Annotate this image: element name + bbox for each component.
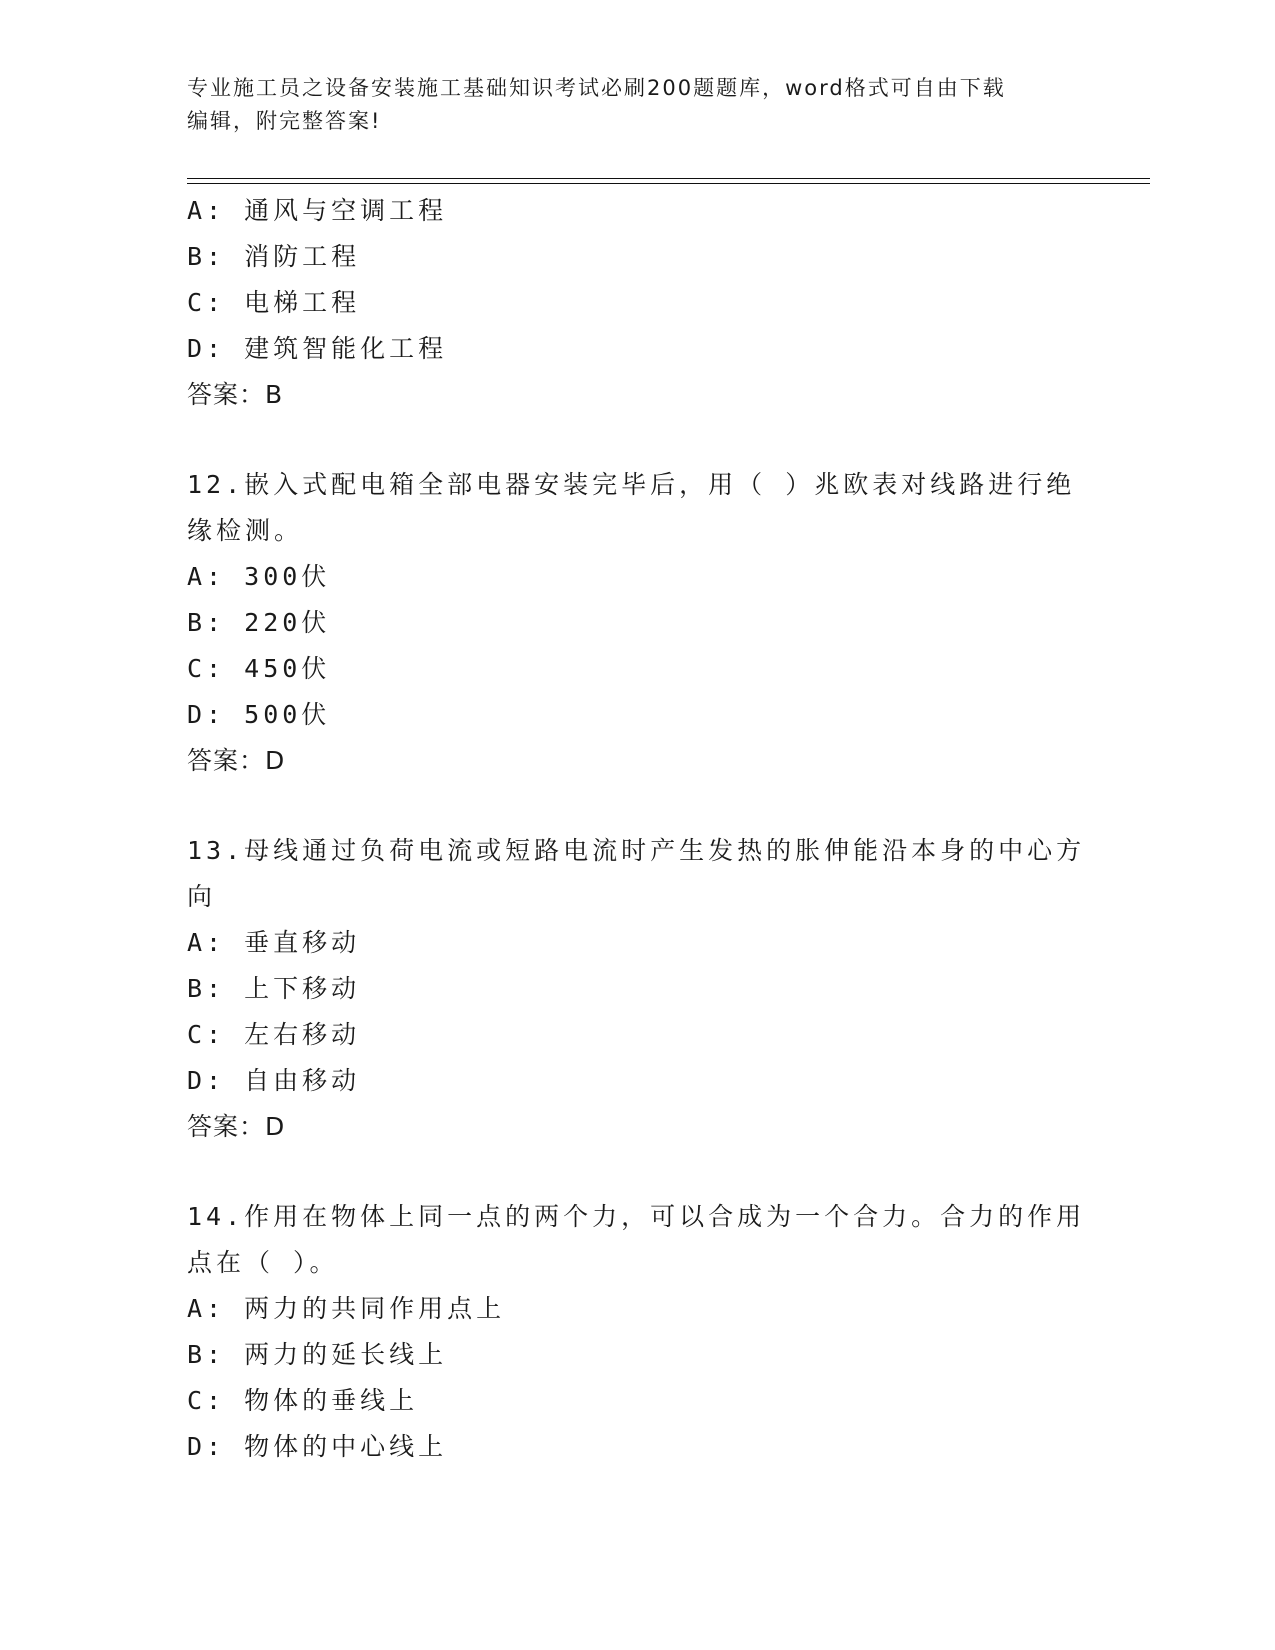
option-a: A: 300伏 <box>187 562 331 591</box>
answer: 答案：D <box>187 1112 286 1141</box>
question-stem-line-1: 14.作用在物体上同一点的两个力，可以合成为一个合力。合力的作用 <box>187 1202 1086 1231</box>
option-c: C: 电梯工程 <box>187 288 361 317</box>
header-title-line-1: 专业施工员之设备安装施工基础知识考试必刷200题题库，word格式可自由下载 <box>187 76 1006 100</box>
question-11 <box>187 188 1087 418</box>
question-gap <box>187 1150 1087 1194</box>
option-c: C: 450伏 <box>187 654 331 683</box>
question-13 <box>187 828 1087 1150</box>
question-list <box>187 188 1087 1470</box>
option-d: D: 物体的中心线上 <box>187 1432 448 1461</box>
question-gap <box>187 418 1087 462</box>
answer: 答案：B <box>187 380 284 409</box>
question-12 <box>187 462 1087 784</box>
option-c: C: 物体的垂线上 <box>187 1386 419 1415</box>
option-a: A: 通风与空调工程 <box>187 196 448 225</box>
header-title-line-2: 编辑，附完整答案! <box>187 109 382 133</box>
document-header <box>187 72 1087 138</box>
header-divider-top <box>187 178 1150 179</box>
option-b: B: 220伏 <box>187 608 331 637</box>
option-a: A: 垂直移动 <box>187 928 361 957</box>
option-a: A: 两力的共同作用点上 <box>187 1294 506 1323</box>
answer: 答案：D <box>187 746 286 775</box>
option-d: D: 自由移动 <box>187 1066 361 1095</box>
question-stem-line-1: 12.嵌入式配电箱全部电器安装完毕后，用（ ）兆欧表对线路进行绝 <box>187 470 1076 499</box>
question-stem-line-2: 缘检测。 <box>187 516 304 545</box>
option-b: B: 消防工程 <box>187 242 361 271</box>
option-b: B: 两力的延长线上 <box>187 1340 448 1369</box>
option-d: D: 建筑智能化工程 <box>187 334 448 363</box>
option-d: D: 500伏 <box>187 700 331 729</box>
question-stem-line-2: 向 <box>187 882 217 911</box>
question-stem-line-2: 点在（ ）。 <box>187 1248 339 1277</box>
option-b: B: 上下移动 <box>187 974 361 1003</box>
question-gap <box>187 784 1087 828</box>
question-14 <box>187 1194 1087 1470</box>
option-c: C: 左右移动 <box>187 1020 361 1049</box>
question-stem-line-1: 13.母线通过负荷电流或短路电流时产生发热的胀伸能沿本身的中心方 <box>187 836 1086 865</box>
header-divider-bottom <box>187 183 1150 184</box>
